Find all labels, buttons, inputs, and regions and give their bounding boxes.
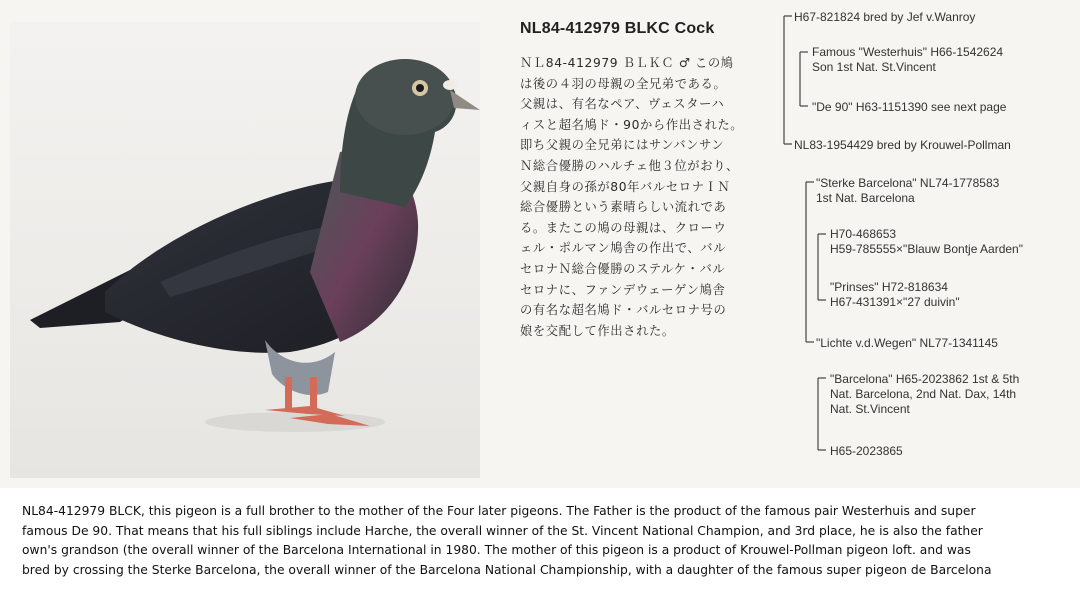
pedigree-dam-father: "Sterke Barcelona" NL74-1778583 1st Nat. Barcelona bbox=[816, 176, 1000, 205]
english-caption bbox=[22, 502, 1062, 580]
pedigree-dam-mother-sire: "Barcelona" H65-2023862 1st & 5th Nat. Barcelona, 2nd Nat. Dax, 14th Nat. St.Vincent bbox=[830, 372, 1020, 416]
caption-line: own's grandson (the overall winner of the Barcelona International in 1980. The mother of this pigeon is a product of Krouwel-Pollman pigeon loft. and was bbox=[22, 543, 971, 557]
pedigree-sire: H67-821824 bred by Jef v.Wanroy bbox=[794, 10, 976, 24]
pedigree-dam-father-dam: "Prinses" H72-818634 H67-431391×"27 duivin" bbox=[830, 280, 960, 309]
pedigree-dam-mother-dam: H65-2023865 bbox=[830, 444, 903, 458]
caption-line: bred by crossing the Sterke Barcelona, the overall winner of the Barcelona National Championship, with a daughter of the famous super pigeon de Barcelona bbox=[22, 562, 992, 577]
caption-line: famous De 90. That means that his full siblings include Harche, the overall winner of the St. Vincent National Champion, and 3rd place, he is also the father bbox=[22, 523, 983, 538]
pedigree-sire-mother: "De 90" H63-1151390 see next page bbox=[812, 100, 1007, 114]
caption-line: NL84-412979 BLCK, this pigeon is a full brother to the mother of the Four later pigeons. The Father is the product of the famous pair Westerhuis and super bbox=[22, 504, 976, 518]
pedigree-dam-mother: "Lichte v.d.Wegen" NL77-1341145 bbox=[816, 336, 998, 350]
japanese-description: ＮＬ84-412979 ＢＬＫＣ ♂ この鳩 は後の４羽の母親の全兄弟である。 父親は、有名なペア、ヴェスターハ ィスと超名鳩ド・90から作出された。 即ち父親の全兄弟にはサンバンサン Ｎ総合優勝のハルチェ他３位がおり、 父親自身の孫が80年バルセロナＩＮ 総合優勝という素晴らしい流れであ る。またこの鳩の母親は、クローウ ェル・ポルマン鳩舎の作出で、バル セロナＮ総合優勝のステルケ・バル セロナに、ファンデウェーゲン鳩舎 の有名な超名鳩ド・バルセロナ号の 娘を交配して作出された。 bbox=[520, 56, 744, 338]
pedigree-dam-father-sire: H70-468653 H59-785555×"Blauw Bontje Aarden" bbox=[830, 227, 1023, 256]
pedigree-sire-father: Famous "Westerhuis" H66-1542624 Son 1st Nat. St.Vincent bbox=[812, 45, 1004, 74]
page-title: NL84-412979 BLKC Cock bbox=[520, 20, 715, 37]
pedigree-dam: NL83-1954429 bred by Krouwel-Pollman bbox=[794, 138, 1011, 152]
